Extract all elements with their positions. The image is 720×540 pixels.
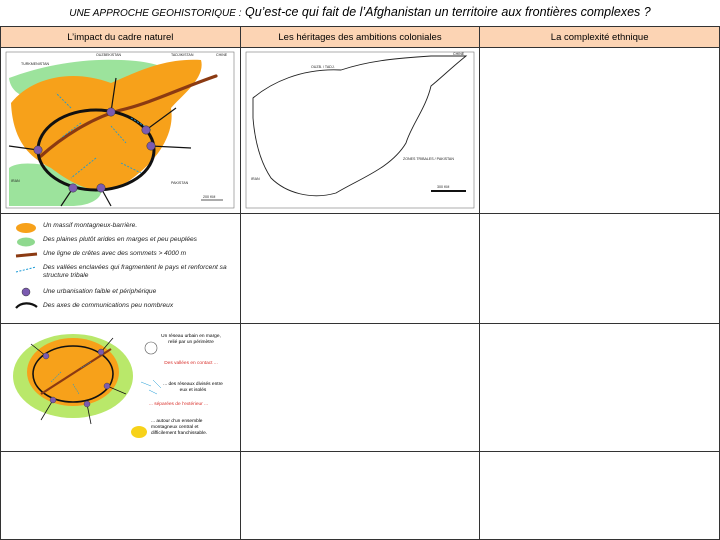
colonial-schema-cell [240,324,480,452]
legend-item-ridge: Une ligne de crêtes avec des sommets > 4000 m [43,250,187,257]
label-ouzbekistan: OUZBEKISTAN [96,53,122,57]
colonial-legend-cell [240,214,480,324]
analysis-table [0,26,720,540]
legend-mountain-icon [16,223,36,233]
label-chine-2: CHINE [452,52,464,56]
schema-note-valley-icon [141,380,161,394]
schema-note-separated: ... séparées de l’extérieur ... [148,402,209,407]
legend-item-plains: Des plaines plutôt arides en marges et peu peuplées [43,236,197,243]
legend-item-cities: Une urbanisation faible et périphérique [43,288,157,295]
colonial-notes-cell [240,452,480,540]
label-turkmenistan: TURKMENISTAN [21,62,50,66]
schema-note-massif: ... autour d’un ensemble montagneux central et difficilement franchissable. [151,419,208,436]
legend-item-roads: Des axes de communications peu nombreux [43,302,174,309]
schema-cell [1,324,241,452]
page-title [0,5,720,19]
label-iran-2: IRAN [250,177,260,181]
label-chine: CHINE [216,53,228,57]
natural-map-cell [1,48,241,214]
title-question: Qu’est-ce qui fait de l’Afghanistan un territoire aux frontières complexes ? [241,5,651,19]
label-pakistan-2: ZONES TRIBALES / PAKISTAN [402,157,454,161]
schema-note-urban: Un réseau urbain en marge, relié par un périmètre [161,334,221,345]
label-tadjikistan: TADJIKISTAN [171,53,194,57]
legend-item-valleys: Des vallées enclavées qui fragmentent le pays et renforcent sa structure tribale [43,264,227,279]
label-iran: IRAN [11,179,20,183]
column-header-natural: L’impact du cadre naturel [1,27,241,48]
colonial-map-cell [240,48,480,214]
label-pakistan: PAKISTAN [171,181,189,185]
legend-ridge-icon [16,254,37,256]
colonial-outline-map [241,48,479,212]
ethnic-schema-cell [480,324,720,452]
schema-note-mountain-icon [131,426,147,438]
label-scale: 200 KM [203,195,216,199]
title-lead: UNE APPROCHE GEOHISTORIQUE : [69,8,242,19]
legend-cell [1,214,241,324]
legend-plain-icon [17,238,35,247]
label-north: OUZB. / TADJ. [310,65,335,69]
label-scale-2: 300 KM [436,185,450,189]
legend-item-mountain: Un massif montagneux-barrière. [43,222,138,229]
schema-note-contact: Des vallées en contact ... [164,361,218,366]
schema-note-circle-icon [145,342,157,354]
natural-notes-cell [1,452,241,540]
ethnic-notes-cell [480,452,720,540]
schema-mountain-core [27,338,119,406]
column-header-colonial: Les héritages des ambitions coloniales [240,27,480,48]
natural-framework-map [1,48,239,212]
schema-note-isolated: ... des réseaux divisés entre eux et isolés [163,382,223,393]
legend-valley-icon [16,267,36,272]
ethnic-map-cell [480,48,720,214]
legend-city-icon [22,288,30,296]
legend-road-icon [16,303,37,308]
ethnic-legend-cell [480,214,720,324]
column-header-ethnic: La complexité ethnique [480,27,720,48]
